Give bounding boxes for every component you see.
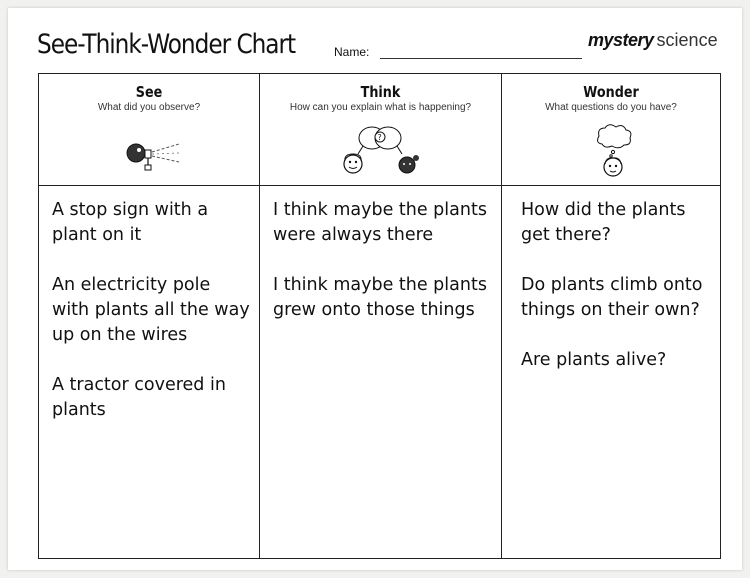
- two-faces-thinking-icon: [260, 124, 501, 185]
- see-entry: A stop sign with a plant on it: [52, 200, 209, 245]
- see-entry: An electricity pole with plants all the way up on the wires: [52, 275, 250, 345]
- think-entry: I think maybe the plants grew onto those things: [273, 275, 487, 320]
- brand-logo-bold: mystery: [588, 30, 654, 50]
- wonder-column-title: Wonder: [583, 83, 639, 101]
- name-label: Name:: [334, 45, 370, 59]
- svg-text:?: ?: [377, 133, 382, 142]
- wonder-entry: Do plants climb onto things on their own?: [521, 275, 703, 320]
- wonder-column-header: [502, 74, 720, 185]
- page-title: See-Think-Wonder Chart: [37, 29, 296, 60]
- wonder-entry: How did the plants get there?: [521, 200, 686, 245]
- think-column-header: [260, 74, 501, 185]
- think-entry: I think maybe the plants were always there: [273, 200, 487, 245]
- wonder-column-body: [521, 198, 713, 398]
- see-column-header: [39, 74, 259, 185]
- see-column-subtitle: What did you observe?: [97, 102, 201, 113]
- see-entry: A tractor covered in plants: [52, 375, 226, 420]
- wonder-entry: Are plants alive?: [521, 350, 667, 370]
- wonder-column-subtitle: What questions do you have?: [545, 102, 677, 113]
- see-column-title: See: [135, 83, 163, 101]
- see-column-body: [52, 198, 252, 448]
- brand-logo: [588, 30, 718, 51]
- eye-with-flashlight-icon: [39, 132, 259, 181]
- see-think-wonder-table: [38, 73, 721, 559]
- think-column-body: [273, 198, 491, 348]
- think-column-title: Think: [360, 83, 401, 101]
- face-with-thought-cloud-icon: [502, 122, 720, 189]
- brand-logo-light: science: [656, 30, 718, 50]
- think-column-subtitle: How can you explain what is happening?: [289, 102, 472, 113]
- name-field-line: [380, 58, 582, 59]
